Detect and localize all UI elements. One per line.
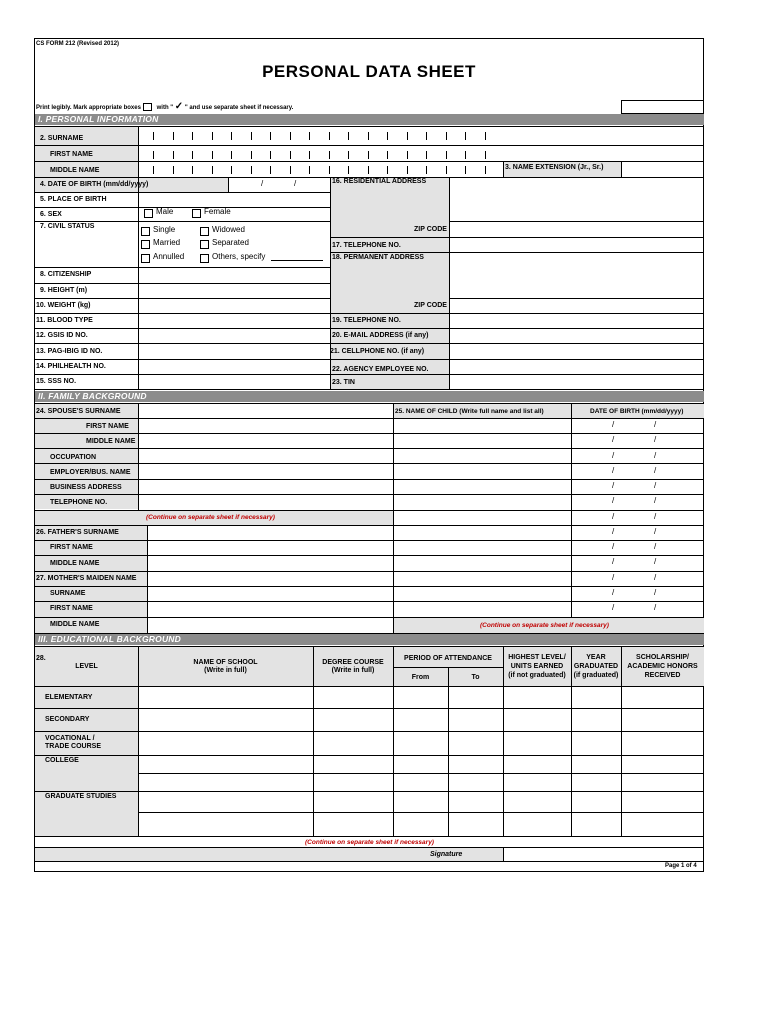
spouse-first-name-label: FIRST NAME xyxy=(86,423,129,430)
section-educational-background: III. EDUCATIONAL BACKGROUND xyxy=(35,634,704,645)
height-label: 9. HEIGHT (m) xyxy=(40,287,88,294)
child-dob-slash: / xyxy=(654,573,657,582)
instructions-c: " and use separate sheet if necessary. xyxy=(184,105,294,111)
surname-field[interactable] xyxy=(139,128,704,144)
child-dob-slash: / xyxy=(654,466,657,475)
tin-label: 23. TIN xyxy=(332,379,355,386)
civil-status-label: 7. CIVIL STATUS xyxy=(40,223,95,230)
widowed-label: Widowed xyxy=(212,225,245,234)
form-number-box[interactable] xyxy=(621,100,704,114)
edu-year-3: (if graduated) xyxy=(573,672,619,679)
child-dob-slash: / xyxy=(654,420,657,429)
first-name-field[interactable] xyxy=(139,144,704,160)
annulled-label: Annulled xyxy=(153,252,185,261)
section-family-background: II. FAMILY BACKGROUND xyxy=(35,391,704,402)
label-bg-address xyxy=(330,177,449,389)
instruction-checkbox xyxy=(143,103,152,111)
zipcode-label-2: ZIP CODE xyxy=(414,302,447,309)
children-header: 25. NAME OF CHILD (Write full name and list all) xyxy=(395,408,544,415)
separated-label: Separated xyxy=(212,238,249,247)
continue-note-family: (Continue on separate sheet if necessary) xyxy=(146,514,275,521)
sss-label: 15. SSS NO. xyxy=(36,378,77,385)
others-checkbox[interactable] xyxy=(200,254,209,263)
occupation-label: OCCUPATION xyxy=(50,454,97,461)
separated-checkbox[interactable] xyxy=(200,240,209,249)
page-number: Page 1 of 4 xyxy=(665,863,697,869)
date-field[interactable] xyxy=(503,847,704,861)
edu-vocational-1: VOCATIONAL / xyxy=(45,735,95,742)
business-address-label: BUSINESS ADDRESS xyxy=(50,484,122,491)
male-checkbox[interactable] xyxy=(144,209,153,218)
edu-secondary: SECONDARY xyxy=(45,716,90,723)
philhealth-label: 14. PHILHEALTH NO. xyxy=(36,363,106,370)
edu-year-1: YEAR xyxy=(586,654,606,661)
blood-type-label: 11. BLOOD TYPE xyxy=(36,317,93,324)
gsis-label: 12. GSIS ID NO. xyxy=(36,332,88,339)
surname-label: 2. SURNAME xyxy=(40,135,84,142)
page-title: PERSONAL DATA SHEET xyxy=(262,62,476,81)
middle-name-field[interactable] xyxy=(139,160,502,176)
pagibig-label: 13. PAG-IBIG ID NO. xyxy=(36,348,103,355)
cellphone-label: 21. CELLPHONE NO. (if any) xyxy=(330,348,425,355)
citizenship-label: 8. CITIZENSHIP xyxy=(40,271,92,278)
edu-to-header: To xyxy=(471,674,480,681)
first-name-label: FIRST NAME xyxy=(50,151,93,158)
child-dob-slash: / xyxy=(612,451,615,460)
mother-first-name-label: FIRST NAME xyxy=(50,605,93,612)
annulled-checkbox[interactable] xyxy=(141,254,150,263)
child-dob-slash: / xyxy=(654,435,657,444)
agency-no-label: 22. AGENCY EMPLOYEE NO. xyxy=(332,366,429,373)
permanent-address-label: 18. PERMANENT ADDRESS xyxy=(332,254,424,261)
edu-elementary: ELEMENTARY xyxy=(45,694,93,701)
edu-degree-sub: (Write in full) xyxy=(331,667,375,674)
instructions xyxy=(36,102,293,113)
child-dob-header: DATE OF BIRTH (mm/dd/yyyy) xyxy=(590,408,684,415)
spouse-surname-label: 24. SPOUSE'S SURNAME xyxy=(36,408,121,415)
weight-label: 10. WEIGHT (kg) xyxy=(36,302,91,309)
form-code: CS FORM 212 (Revised 2012) xyxy=(36,41,120,47)
middle-name-label: MIDDLE NAME xyxy=(50,167,100,174)
zipcode-label-1: ZIP CODE xyxy=(414,226,447,233)
place-of-birth-field[interactable] xyxy=(138,192,330,207)
spouse-telephone-label: TELEPHONE NO. xyxy=(50,499,108,506)
mother-maiden-label: 27. MOTHER'S MAIDEN NAME xyxy=(36,575,137,582)
edu-graduate: GRADUATE STUDIES xyxy=(45,793,117,800)
edu-school-header: NAME OF SCHOOL xyxy=(193,659,258,666)
email-label: 20. E-MAIL ADDRESS (if any) xyxy=(332,332,429,339)
child-dob-slash: / xyxy=(654,481,657,490)
dob-sep-2: / xyxy=(294,179,297,188)
child-dob-slash: / xyxy=(612,496,615,505)
child-dob-slash: / xyxy=(612,542,615,551)
name-extension-field[interactable] xyxy=(621,161,704,177)
mother-middle-name-label: MIDDLE NAME xyxy=(50,621,100,628)
dob-field[interactable] xyxy=(228,177,330,192)
child-dob-slash: / xyxy=(654,512,657,521)
child-dob-slash: / xyxy=(654,542,657,551)
edu-college: COLLEGE xyxy=(45,757,79,764)
single-checkbox[interactable] xyxy=(141,227,150,236)
edu-number: 28. xyxy=(36,655,46,662)
instructions-a: Print legibly. Mark appropriate boxes xyxy=(36,105,141,111)
name-extension-label: 3. NAME EXTENSION (Jr., Sr.) xyxy=(505,164,604,171)
child-dob-slash: / xyxy=(612,420,615,429)
father-middle-name-label: MIDDLE NAME xyxy=(50,560,100,567)
sex-label: 6. SEX xyxy=(40,211,62,218)
telephone-label-2: 19. TELEPHONE NO. xyxy=(332,317,401,324)
edu-year-2: GRADUATED xyxy=(573,663,619,670)
child-dob-slash: / xyxy=(654,603,657,612)
married-checkbox[interactable] xyxy=(141,240,150,249)
child-dob-slash: / xyxy=(612,481,615,490)
employer-label: EMPLOYER/BUS. NAME xyxy=(50,469,131,476)
child-dob-slash: / xyxy=(612,573,615,582)
child-dob-slash: / xyxy=(654,557,657,566)
dob-label: 4. DATE OF BIRTH (mm/dd/yyyy) xyxy=(40,181,149,188)
edu-vocational-2: TRADE COURSE xyxy=(45,743,102,750)
child-dob-slash: / xyxy=(612,435,615,444)
father-surname-label: 26. FATHER'S SURNAME xyxy=(36,529,119,536)
edu-honors-3: RECEIVED xyxy=(644,672,681,679)
child-dob-slash: / xyxy=(654,527,657,536)
edu-school-sub: (Write in full) xyxy=(204,667,247,674)
child-dob-slash: / xyxy=(654,588,657,597)
instructions-b: with " xyxy=(156,105,174,111)
edu-level-header: LEVEL xyxy=(75,663,98,670)
child-dob-slash: / xyxy=(612,527,615,536)
place-of-birth-label: 5. PLACE OF BIRTH xyxy=(40,196,107,203)
continue-note-education: (Continue on separate sheet if necessary) xyxy=(305,839,434,846)
male-label: Male xyxy=(156,207,174,216)
widowed-checkbox[interactable] xyxy=(200,227,209,236)
single-label: Single xyxy=(153,225,176,234)
others-label: Others, specify xyxy=(212,252,266,261)
edu-highest-3: (if not graduated) xyxy=(508,672,566,679)
section-personal-information: I. PERSONAL INFORMATION xyxy=(35,114,704,125)
father-first-name-label: FIRST NAME xyxy=(50,544,93,551)
checkmark-icon: ✓ xyxy=(174,101,184,112)
others-specify-line[interactable] xyxy=(271,260,323,261)
child-dob-slash: / xyxy=(612,603,615,612)
residential-address-label: 16. RESIDENTIAL ADDRESS xyxy=(332,178,427,185)
child-dob-slash: / xyxy=(612,557,615,566)
continue-note-children: (Continue on separate sheet if necessary) xyxy=(480,622,609,629)
child-dob-slash: / xyxy=(612,588,615,597)
female-checkbox[interactable] xyxy=(192,209,201,218)
spouse-middle-name-label: MIDDLE NAME xyxy=(86,438,136,445)
dob-sep-1: / xyxy=(261,179,264,188)
female-label: Female xyxy=(204,207,231,216)
telephone-label-1: 17. TELEPHONE NO. xyxy=(332,242,401,249)
child-dob-slash: / xyxy=(654,451,657,460)
child-dob-slash: / xyxy=(612,512,615,521)
edu-degree-header: DEGREE COURSE xyxy=(322,659,384,666)
edu-highest-2: UNITS EARNED xyxy=(510,663,564,670)
edu-honors-1: SCHOLARSHIP/ xyxy=(636,654,689,661)
signature-label: Signature xyxy=(430,851,463,858)
signature-field[interactable] xyxy=(35,847,503,861)
edu-from-header: From xyxy=(411,674,430,681)
married-label: Married xyxy=(153,238,181,247)
edu-highest-1: HIGHEST LEVEL/ xyxy=(508,654,566,661)
edu-period-header: PERIOD OF ATTENDANCE xyxy=(404,655,492,662)
mother-surname-label: SURNAME xyxy=(50,590,86,597)
edu-honors-2: ACADEMIC HONORS xyxy=(627,663,698,670)
child-dob-slash: / xyxy=(654,496,657,505)
child-dob-slash: / xyxy=(612,466,615,475)
